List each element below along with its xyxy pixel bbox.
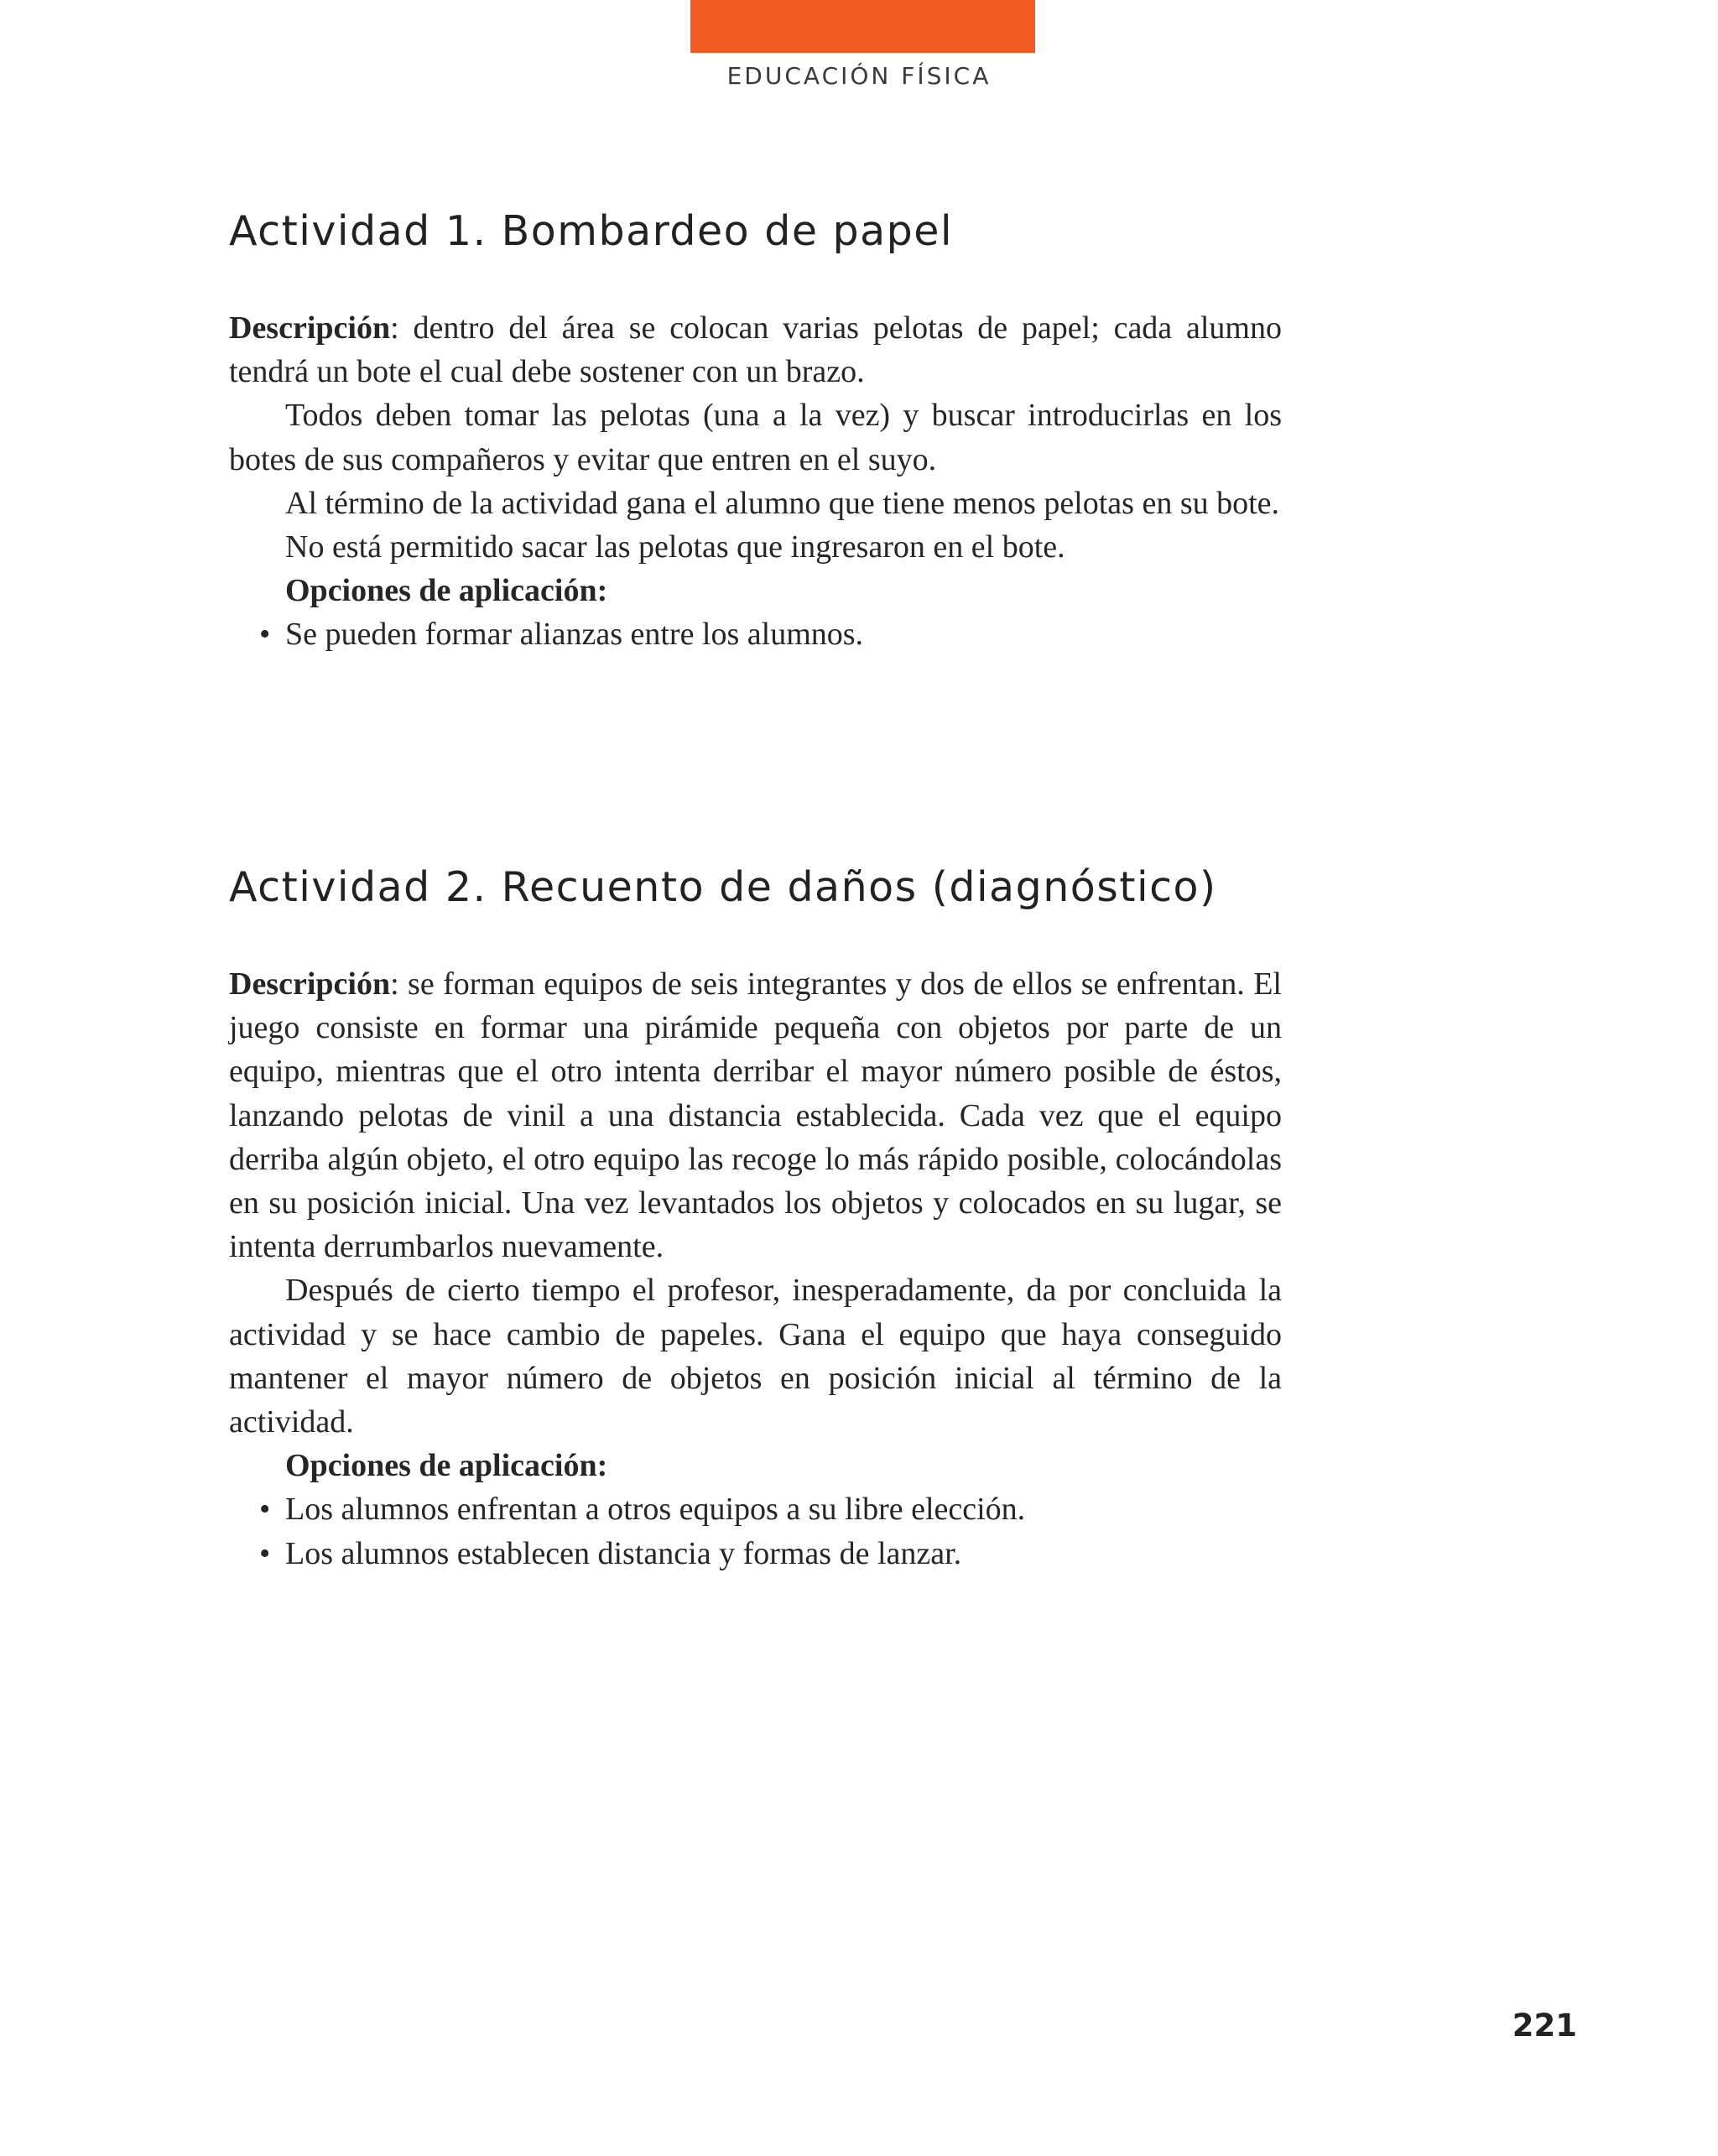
activity-1-paragraph: No está permitido sacar las pelotas que ingresaron en el bote. bbox=[285, 529, 1065, 565]
description-label: Descripción bbox=[229, 310, 391, 346]
activity-2-options-list bbox=[229, 1487, 1282, 1575]
list-item bbox=[229, 1532, 1282, 1575]
activity-2-options-heading: Opciones de aplicación: bbox=[285, 1448, 608, 1484]
bullet-icon: • bbox=[259, 1492, 271, 1528]
activity-2-paragraph: Después de cierto tiempo el profesor, inesperadamente, da por concluida la actividad y se hace cambio de papeles. Gana el equipo que haya conseguido mantener el mayor número de objetos en posición inicial al término de la actividad. bbox=[229, 1273, 1282, 1440]
activity-2-title: Actividad 2. Recuento de daños (diagnóstico) bbox=[229, 863, 1217, 911]
option-text: Los alumnos establecen distancia y formas de lanzar. bbox=[285, 1535, 962, 1571]
activity-1-options-list bbox=[229, 612, 1282, 656]
activity-1-options-heading: Opciones de aplicación: bbox=[285, 573, 608, 609]
activity-2-description bbox=[229, 962, 1282, 1268]
activity-1-title: Actividad 1. Bombardeo de papel bbox=[229, 207, 954, 255]
activity-1-paragraph: Todos deben tomar las pelotas (una a la vez) y buscar introducirlas en los botes de sus compañeros y evitar que entren en el suyo. bbox=[229, 398, 1282, 477]
option-text: Se pueden formar alianzas entre los alumnos. bbox=[285, 617, 864, 653]
bullet-icon: • bbox=[259, 617, 271, 653]
description-text: : dentro del área se colocan varias pelotas de papel; cada alumno tendrá un bote el cual debe sostener con un brazo. bbox=[229, 310, 1282, 390]
list-item bbox=[229, 612, 1282, 656]
activity-1-paragraph: Al término de la actividad gana el alumno que tiene menos pelotas en su bote. bbox=[285, 485, 1280, 521]
list-item bbox=[229, 1487, 1282, 1531]
page-number: 221 bbox=[1512, 2008, 1577, 2044]
header-accent-tab bbox=[690, 0, 1035, 53]
activity-1-description bbox=[229, 306, 1282, 393]
option-text: Los alumnos enfrentan a otros equipos a su libre elección. bbox=[285, 1492, 1026, 1528]
bullet-icon: • bbox=[259, 1535, 271, 1571]
description-label: Descripción bbox=[229, 966, 391, 1002]
running-header: EDUCACIÓN FÍSICA bbox=[726, 62, 992, 90]
description-text: : se forman equipos de seis integrantes y dos de ellos se enfrentan. El juego consiste en formar una pirámide pequeña con objetos por parte de un equipo, mientras que el otro intenta derribar el mayor número posible de éstos, lanzando pelotas de vinil a una distancia establecida. Cada vez que el equipo derriba algún objeto, el otro equipo las recoge lo más rápido posible, colocándolas en su posición inicial. Una vez levantados los objetos y colocados en su lugar, se intenta derrumbarlos nuevamente. bbox=[229, 966, 1282, 1265]
activity-2-body bbox=[229, 962, 1282, 1575]
activity-1-body bbox=[229, 306, 1282, 657]
